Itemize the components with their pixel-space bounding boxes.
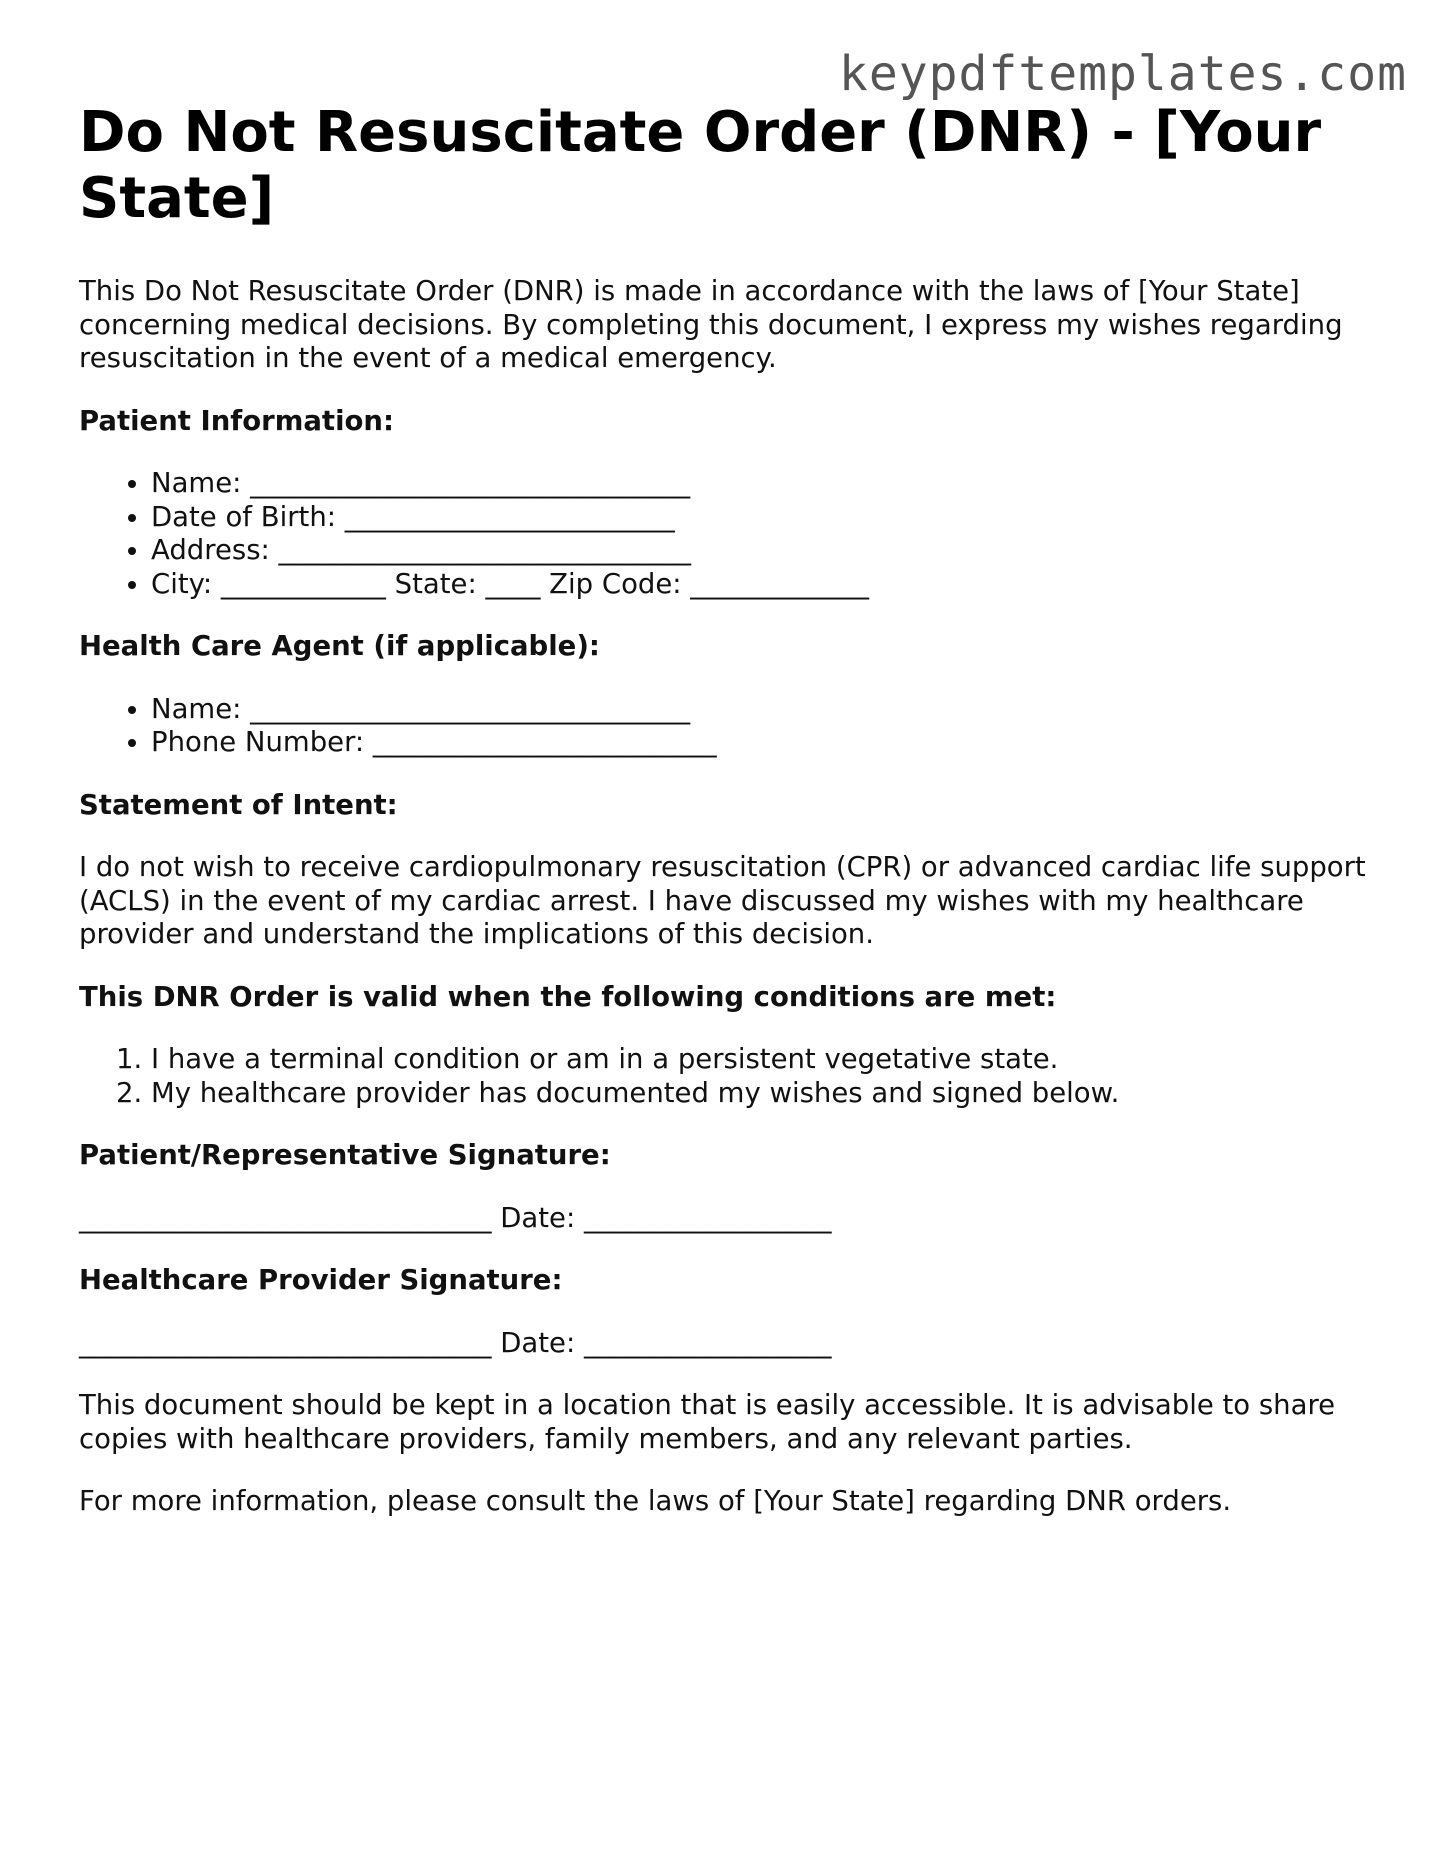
agent-name-field: • Name: ________________________________ [151,693,1379,727]
patient-info-list [79,467,1379,601]
intro-paragraph: This Do Not Resuscitate Order (DNR) is made in accordance with the laws of [Your State] concerning medical decisions. By completing this document, I express my wishes regarding resuscitation in the event of a medical emergency. [79,275,1343,374]
more-info-paragraph: For more information, please consult the laws of [Your State] regarding DNR orders. [79,1485,1232,1517]
patient-signature-heading: Patient/Representative Signature: [79,1139,611,1171]
condition-item: 2. My healthcare provider has documented my wishes and signed below. [151,1077,1379,1111]
provider-signature-line: ______________________________ Date: __________________ [79,1326,832,1359]
watermark: keypdftemplates.com [838,46,1407,102]
conditions-list [79,1043,1379,1110]
patient-address-field: • Address: ______________________________ [151,534,1379,568]
document-title: Do Not Resuscitate Order (DNR) - [Your State] [79,100,1322,231]
condition-item: 1. I have a terminal condition or am in a persistent vegetative state. [151,1043,1379,1077]
patient-dob-field: • Date of Birth: ________________________ [151,501,1379,535]
patient-info-heading: Patient Information: [79,404,394,437]
patient-signature-line: ______________________________ Date: __________________ [79,1201,832,1234]
agent-heading: Health Care Agent (if applicable): [79,630,600,662]
closing-paragraph: This document should be kept in a location that is easily accessible. It is advisable to share copies with healthcare providers, family members, and any relevant parties. [79,1389,1336,1455]
intent-heading: Statement of Intent: [79,788,398,821]
provider-signature-heading: Healthcare Provider Signature: [79,1264,563,1296]
document-body [79,100,1379,1548]
agent-phone-field: • Phone Number: _________________________ [151,726,1379,760]
patient-city-state-zip-field: • City: ____________ State: ____ Zip Code: _____________ [151,568,1379,602]
conditions-heading: This DNR Order is valid when the following conditions are met: [79,980,1057,1013]
agent-list [79,693,1379,760]
patient-name-field: • Name: ________________________________ [151,467,1379,501]
intent-paragraph: I do not wish to receive cardiopulmonary resuscitation (CPR) or advanced cardiac life support (ACLS) in the event of my cardiac arrest. I have discussed my wishes with my healthcare provider and understand the implications of this decision. [79,851,1366,950]
